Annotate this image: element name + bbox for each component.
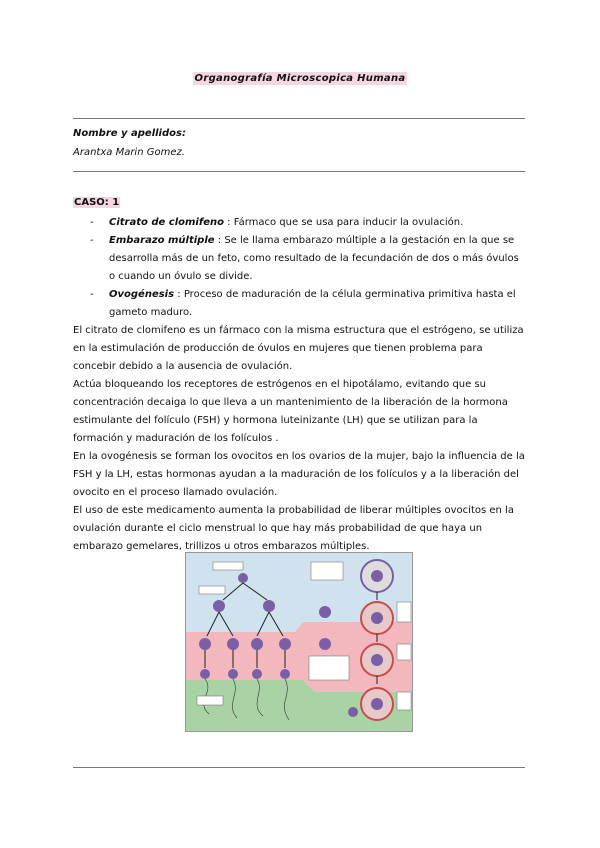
definition-item: [73, 232, 525, 286]
definition-term: Citrato de clomifeno: [109, 217, 224, 228]
name-value: Arantxa Marin Gomez.: [73, 147, 185, 158]
dash-bullet: -: [90, 217, 94, 228]
definition-separator: :: [227, 217, 231, 228]
case-label: CASO: 1: [74, 197, 120, 208]
diagram-cell: [252, 669, 262, 679]
paragraph: El uso de este medicamento aumenta la probabilidad de liberar múltiples ovocitos en la ovulación durante el ciclo menstrual lo que hay más probabilidad de que haya un embarazo gemelares, trillizos u otros embarazos múltiples.: [73, 505, 514, 552]
diagram-cell: [280, 669, 290, 679]
definition-item: [73, 286, 525, 322]
diagram-cell: [251, 638, 263, 650]
diagram-label-box: [397, 644, 411, 660]
diagram-cell: [199, 638, 211, 650]
paragraph: El citrato de clomifeno es un fármaco con la misma estructura que el estrógeno, se utiliza en la estimulación de producción de óvulos en mujeres que tienen problema para concebir debido a la ausencia de ovulación.: [73, 325, 524, 372]
diagram-cell: [319, 638, 331, 650]
name-label: Nombre y apellidos:: [73, 128, 186, 139]
diagram-label-box: [397, 602, 411, 622]
diagram-cell: [228, 669, 238, 679]
diagram-cell: [263, 600, 275, 612]
definition-text: Se le llama embarazo múltiple a la gestación en la que se desarrolla más de un feto, como resultado de la fecundación de dos o más óvulos o cuando un óvulo se divide.: [109, 235, 519, 282]
definition-list: [73, 214, 525, 322]
diagram-oocyte-nucleus: [371, 654, 383, 666]
diagram-cell: [200, 669, 210, 679]
paragraph: Actúa bloqueando los receptores de estrógenos en el hipotálamo, evitando que su concentración decaiga lo que lleva a un mantenimiento de la liberación de la hormona estimulante del folículo (FSH) y hormona luteinizante (LH) que se utilizan para la formación y maduración de los folículos .: [73, 379, 508, 444]
diagram-cell: [348, 707, 358, 717]
divider: [73, 118, 525, 119]
diagram-label-box: [197, 696, 223, 705]
diagram-label-box: [199, 586, 225, 594]
paragraph: En la ovogénesis se forman los ovocitos en los ovarios de la mujer, bajo la influencia de la FSH y la LH, estas hormonas ayudan a la maduración de los folículos y a la liberación del ovocito en el proceso llamado ovulación.: [73, 451, 525, 498]
definition-term: Ovogénesis: [109, 289, 175, 300]
diagram-cell: [213, 600, 225, 612]
diagram-label-box: [311, 562, 343, 580]
diagram-cell: [319, 606, 331, 618]
diagram-cell: [227, 638, 239, 650]
body-text: [73, 322, 525, 556]
definition-text: Fármaco que se usa para inducir la ovulación.: [233, 217, 464, 228]
diagram-oocyte-nucleus: [371, 698, 383, 710]
diagram-cell: [279, 638, 291, 650]
diagram-cell: [238, 573, 248, 583]
definition-item: [73, 214, 525, 232]
oogenesis-diagram: [185, 552, 413, 732]
definition-separator: :: [217, 235, 222, 246]
diagram-oocyte-nucleus: [371, 612, 383, 624]
diagram-label-box: [309, 656, 349, 680]
dash-bullet: -: [90, 289, 94, 300]
divider: [73, 171, 525, 172]
document-title: Organografía Microscopica Humana: [194, 73, 406, 84]
definition-text: Proceso de maduración de la célula germinativa primitiva hasta el gameto maduro.: [109, 289, 516, 318]
diagram-label-box: [397, 692, 411, 710]
diagram-oocyte-nucleus: [371, 570, 383, 582]
definition-term: Embarazo múltiple: [109, 235, 215, 246]
definition-separator: :: [177, 289, 181, 300]
divider: [73, 767, 525, 768]
diagram-label-box: [213, 562, 243, 570]
dash-bullet: -: [90, 235, 94, 246]
